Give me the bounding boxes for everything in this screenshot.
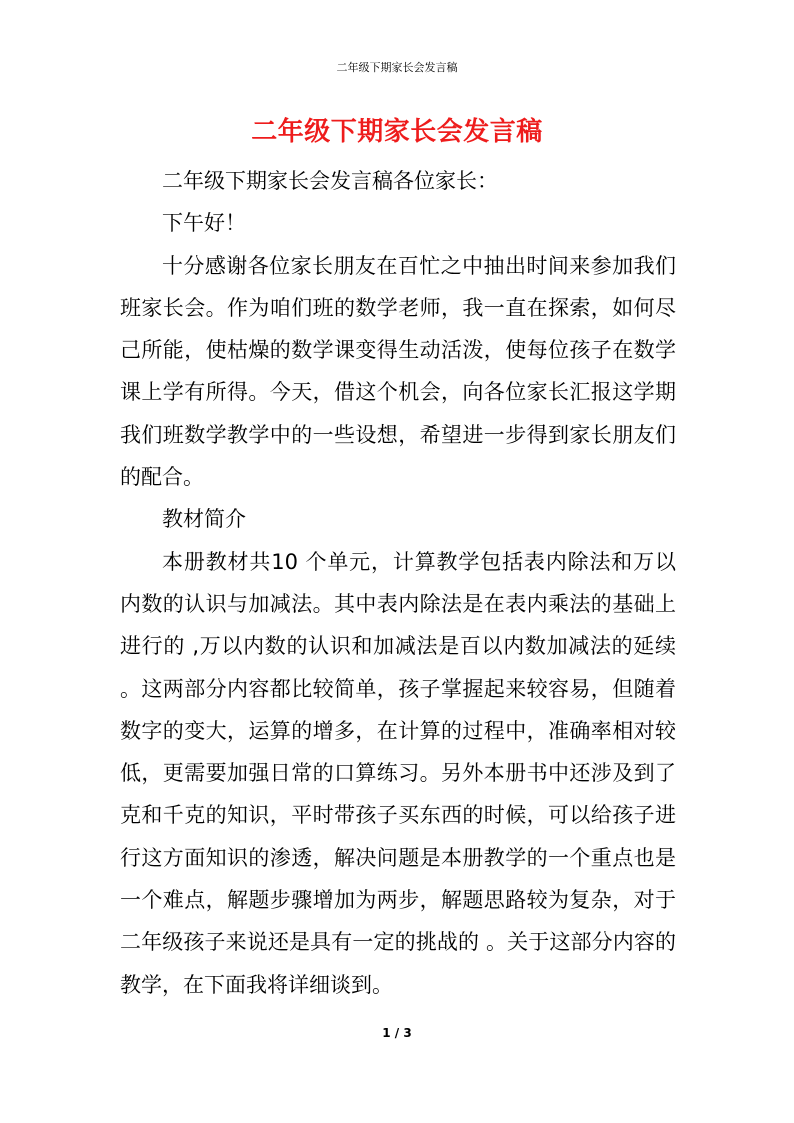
greeting-paragraph: 下午好！	[162, 211, 246, 236]
document-title: 二年级下期家长会发言稿	[251, 117, 543, 147]
textbook-paragraph: 本册教材共10 个单元，计算教学包括表内除法和万以内数的认识与加减法。其中表内除法是在表内乘法的基础上进行的 ,万以内数的认识和加减法是百以内数加减法的延续 。这两部分内容都比较简单，孩子掌握起来较容易，但随着数字的变大，运算的增多，在计算的过程中，准确率相对较低，更需要加强日常的口算练习。另外本册书中还涉及到了克和千克的知识，平时带孩子买东西的时候，可以给孩子进行这方面知识的渗透，解决问题是本册教学的一个重点也是一个难点，解题步骤增加为两步，解题思路较为复杂，对于二年级孩子来说还是具有一定的挑战的 。关于这部分内容的教学，在下面我将详细谈到。	[120, 549, 676, 997]
page-number: 1 / 3	[382, 1026, 412, 1040]
salutation-paragraph: 二年级下期家长会发言稿各位家长：	[162, 169, 498, 193]
section-heading-textbook: 教材简介	[162, 507, 246, 532]
intro-paragraph: 十分感谢各位家长朋友在百忙之中抽出时间来参加我们班家长会。作为咱们班的数学老师，我一直在探索，如何尽己所能，使枯燥的数学课变得生动活泼，使每位孩子在数学课上学有所得。今天，借这个机会，向各位家长汇报这学期我们班数学教学中的一些设想，希望进一步得到家长朋友们的配合。	[120, 253, 676, 490]
document-body	[120, 160, 676, 1006]
running-header: 二年级下期家长会发言稿	[336, 61, 458, 74]
